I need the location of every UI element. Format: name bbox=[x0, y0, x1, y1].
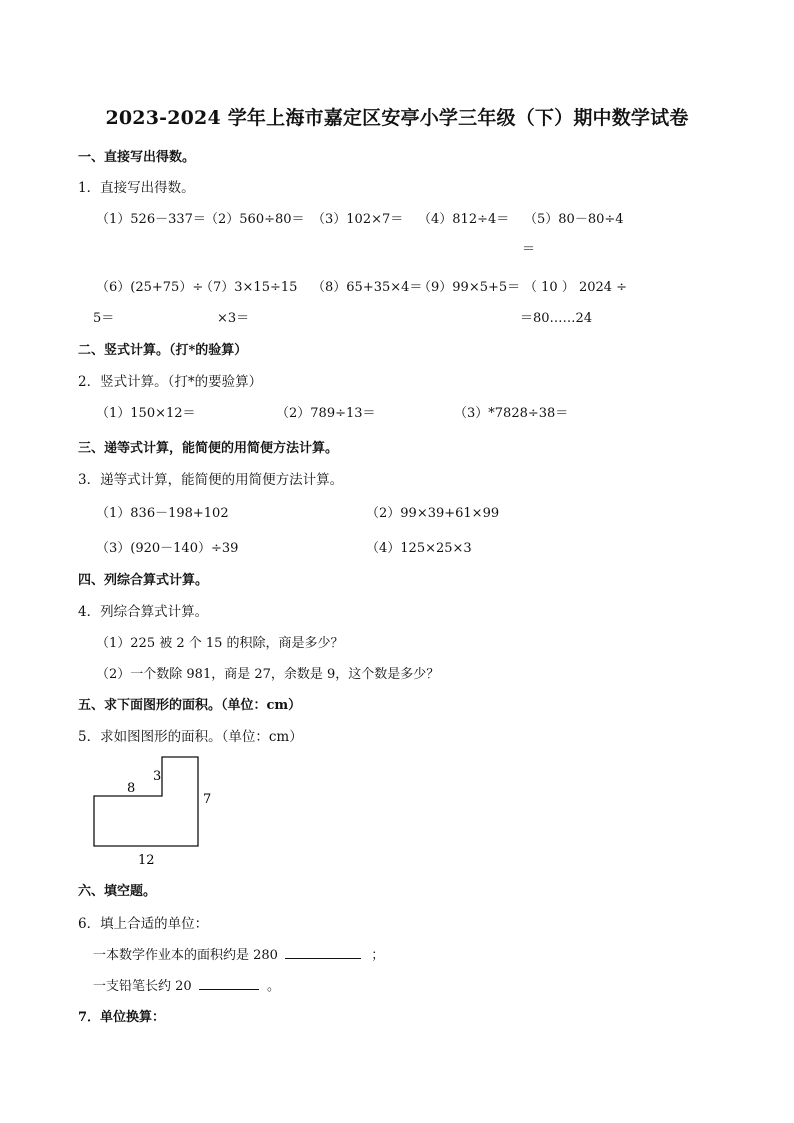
q3-item-3: （3）(920－140）÷39 bbox=[96, 541, 239, 556]
question-1-stem: 1．直接写出得数。 bbox=[78, 180, 195, 196]
q1-item-7-cont: ×3＝ bbox=[217, 311, 250, 326]
question-3-stem: 3．递等式计算，能简便的用简便方法计算。 bbox=[78, 472, 344, 488]
label-bottom: 12 bbox=[138, 853, 155, 868]
question-5-stem: 5．求如图图形的面积。（单位：cm） bbox=[78, 729, 303, 745]
q2-item-2: （2）789÷13＝ bbox=[276, 406, 376, 421]
q6-line-2-end: 。 bbox=[266, 979, 280, 994]
q4-item-1: （1）225 被 2 个 15 的积除，商是多少？ bbox=[96, 636, 344, 651]
question-2-stem: 2．竖式计算。（打*的要验算） bbox=[78, 374, 263, 390]
q1-item-5-cont: ＝ bbox=[522, 242, 536, 257]
q1-item-2: （2）560÷80＝ bbox=[205, 212, 305, 227]
q6-answer-blank-1[interactable] bbox=[285, 946, 361, 959]
section-heading-5: 五、求下面图形的面积。（单位：cm） bbox=[78, 698, 302, 713]
q1-item-8: （8）65+35×4＝ bbox=[312, 280, 423, 295]
q1-item-5: （5）80－80÷4 bbox=[524, 212, 624, 227]
q3-item-2: （2）99×39+61×99 bbox=[366, 506, 500, 521]
question-4-stem: 4．列综合算式计算。 bbox=[78, 604, 209, 620]
q1-item-10: （ 10 ） 2024 ÷ bbox=[524, 280, 628, 295]
q1-item-6-cont: 5＝ bbox=[93, 311, 115, 326]
q1-item-4: （4）812÷4＝ bbox=[418, 212, 510, 227]
q2-item-1: （1）150×12＝ bbox=[96, 406, 196, 421]
q6-line-2-text: 一支铅笔长约 20 bbox=[93, 979, 192, 994]
q2-item-3: （3）*7828÷38＝ bbox=[454, 406, 569, 421]
q6-answer-blank-2[interactable] bbox=[199, 977, 259, 990]
l-shape-outline bbox=[94, 757, 198, 846]
q1-item-9: （9）99×5+5＝ bbox=[418, 280, 521, 295]
q3-item-1: （1）836－198+102 bbox=[96, 506, 229, 521]
section-heading-3: 三、递等式计算，能简便的用简便方法计算。 bbox=[78, 441, 339, 456]
label-left-top: 8 bbox=[127, 781, 136, 796]
q1-item-7: （7）3×15÷15 bbox=[200, 280, 298, 295]
q1-item-1: （1）526－337＝ bbox=[96, 212, 206, 227]
question-6-stem: 6．填上合适的单位： bbox=[78, 916, 209, 932]
section-heading-7: 7．单位换算： bbox=[78, 1010, 166, 1025]
q6-line-1-text: 一本数学作业本的面积约是 280 bbox=[93, 948, 278, 963]
q6-line-1 bbox=[93, 944, 384, 963]
label-right-side: 7 bbox=[203, 792, 212, 807]
q3-item-4: （4）125×25×3 bbox=[366, 541, 472, 556]
section-heading-4: 四、列综合算式计算。 bbox=[78, 573, 209, 588]
section-heading-2: 二、竖式计算。（打*的验算） bbox=[78, 343, 248, 358]
q1-item-10-cont: ＝80……24 bbox=[520, 311, 593, 326]
q4-item-2: （2）一个数除 981，商是 27，余数是 9，这个数是多少？ bbox=[96, 667, 440, 682]
q1-item-3: （3）102×7＝ bbox=[312, 212, 404, 227]
section-heading-6: 六、填空题。 bbox=[78, 884, 157, 899]
section-heading-1: 一、直接写出得数。 bbox=[78, 150, 196, 165]
q6-line-1-end: ； bbox=[371, 948, 385, 963]
q1-item-6: （6）(25+75）÷ bbox=[96, 280, 204, 295]
q6-line-2 bbox=[93, 975, 280, 994]
label-step-height: 3 bbox=[153, 769, 162, 784]
page-title: 2023-2024 学年上海市嘉定区安亭小学三年级（下）期中数学试卷 bbox=[105, 107, 689, 129]
l-shape-figure bbox=[80, 752, 230, 872]
